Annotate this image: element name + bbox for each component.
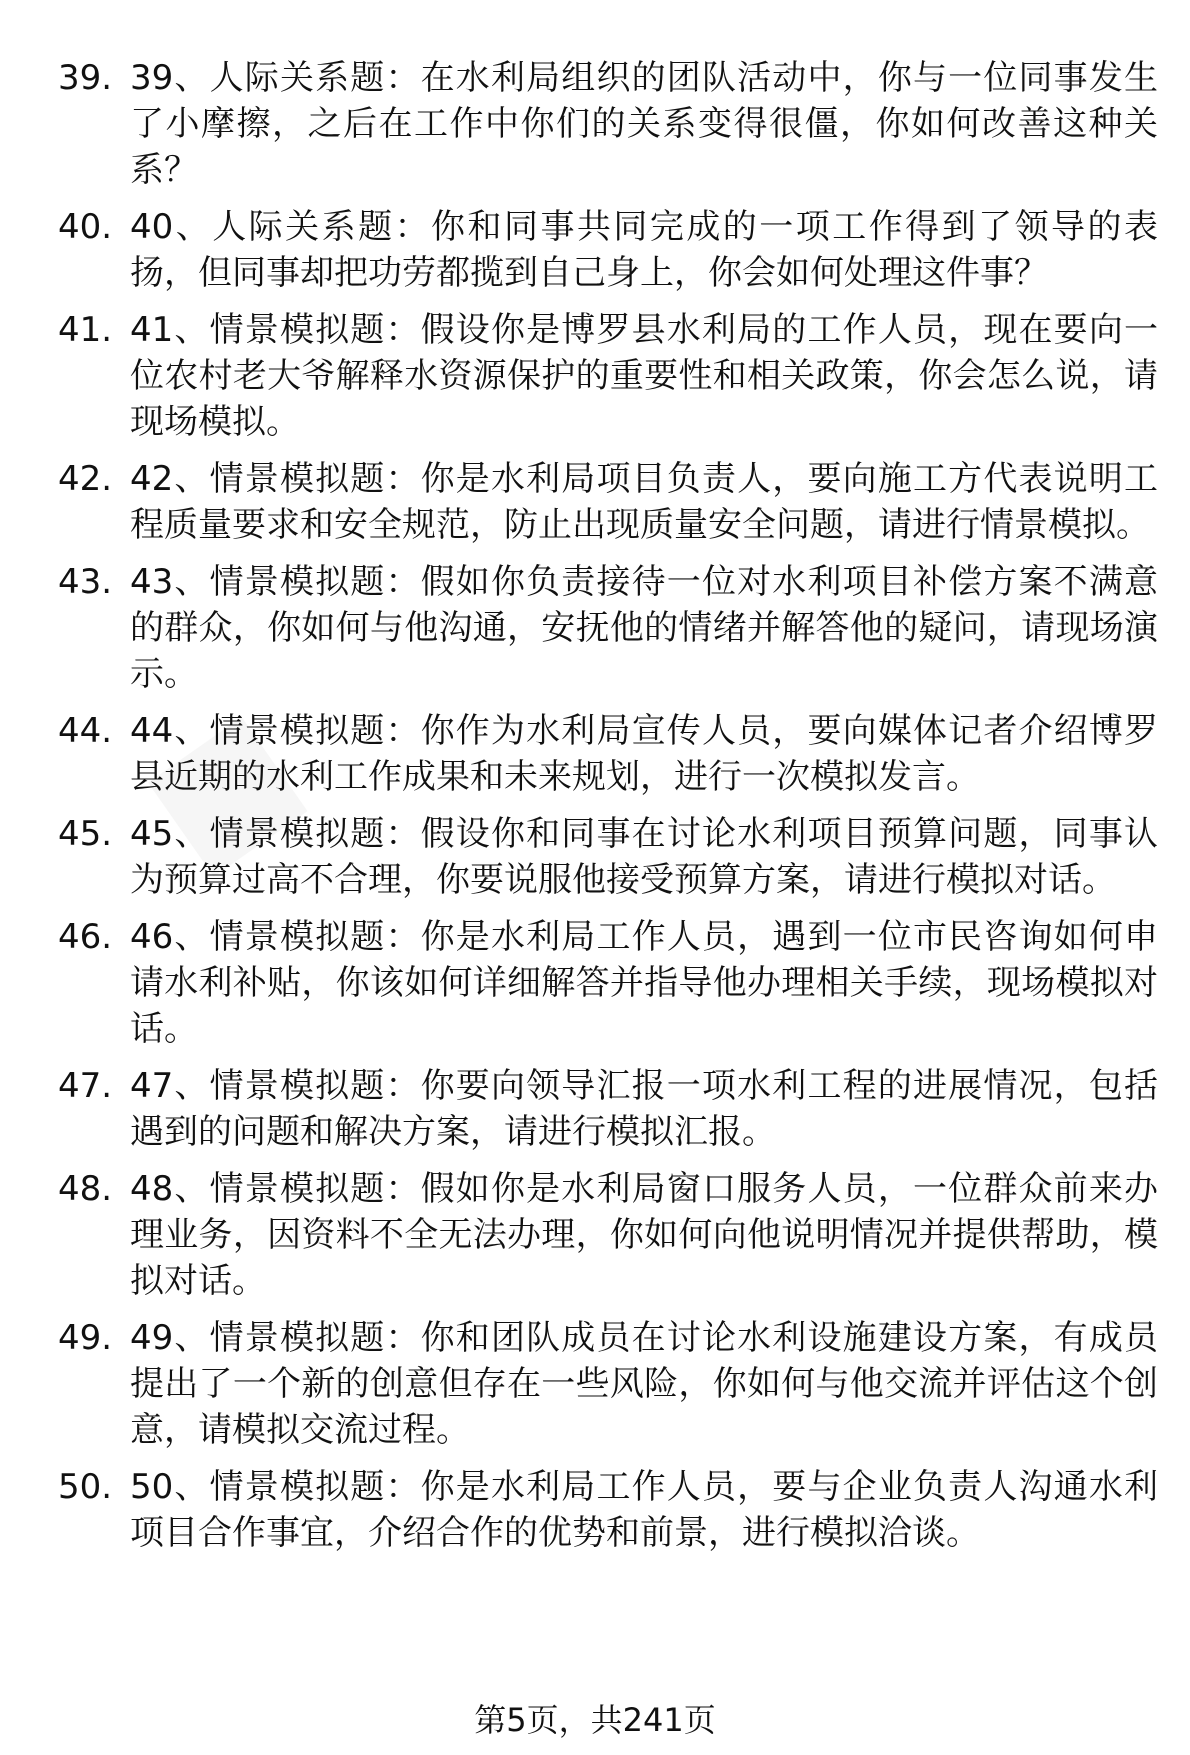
item-text: 47、情景模拟题：你要向领导汇报一项水利工程的进展情况，包括遇到的问题和解决方案，请进行模拟汇报。 (130, 1066, 1158, 1152)
item-text: 49、情景模拟题：你和团队成员在讨论水利设施建设方案，有成员提出了一个新的创意但存在一些风险，你如何与他交流并评估这个创意，请模拟交流过程。 (130, 1318, 1158, 1450)
list-item (58, 559, 1158, 697)
item-text: 44、情景模拟题：你作为水利局宣传人员，要向媒体记者介绍博罗县近期的水利工作成果和未来规划，进行一次模拟发言。 (130, 711, 1158, 797)
list-item (58, 708, 1158, 800)
list-item (58, 456, 1158, 548)
list-item (58, 1315, 1158, 1453)
item-number: 50. (58, 1467, 113, 1507)
item-number: 44. (58, 711, 113, 751)
item-number: 46. (58, 917, 113, 957)
item-text: 45、情景模拟题：假设你和同事在讨论水利项目预算问题，同事认为预算过高不合理，你要说服他接受预算方案，请进行模拟对话。 (130, 814, 1158, 900)
item-text: 43、情景模拟题：假如你负责接待一位对水利项目补偿方案不满意的群众，你如何与他沟通，安抚他的情绪并解答他的疑问，请现场演示。 (130, 562, 1158, 694)
item-number: 48. (58, 1169, 113, 1209)
item-number: 40. (58, 207, 113, 247)
item-number: 49. (58, 1318, 113, 1358)
item-text: 41、情景模拟题：假设你是博罗县水利局的工作人员，现在要向一位农村老大爷解释水资源保护的重要性和相关政策，你会怎么说，请现场模拟。 (130, 310, 1158, 442)
list-item (58, 1063, 1158, 1155)
list-item (58, 55, 1158, 193)
item-text: 48、情景模拟题：假如你是水利局窗口服务人员，一位群众前来办理业务，因资料不全无法办理，你如何向他说明情况并提供帮助，模拟对话。 (130, 1169, 1158, 1301)
list-item (58, 914, 1158, 1052)
item-text: 50、情景模拟题：你是水利局工作人员，要与企业负责人沟通水利项目合作事宜，介绍合作的优势和前景，进行模拟洽谈。 (130, 1467, 1158, 1553)
item-number: 47. (58, 1066, 113, 1106)
page-footer: 第5页，共241页 (474, 1701, 716, 1739)
item-number: 42. (58, 459, 113, 499)
item-text: 40、人际关系题：你和同事共同完成的一项工作得到了领导的表扬，但同事却把功劳都揽到自己身上，你会如何处理这件事？ (130, 207, 1158, 293)
item-number: 43. (58, 562, 113, 602)
item-number: 45. (58, 814, 113, 854)
question-list (58, 55, 1158, 1567)
item-text: 39、人际关系题：在水利局组织的团队活动中，你与一位同事发生了小摩擦，之后在工作中你们的关系变得很僵，你如何改善这种关系？ (130, 58, 1158, 190)
item-text: 46、情景模拟题：你是水利局工作人员，遇到一位市民咨询如何申请水利补贴，你该如何详细解答并指导他办理相关手续，现场模拟对话。 (130, 917, 1158, 1049)
item-number: 39. (58, 58, 113, 98)
list-item (58, 1464, 1158, 1556)
item-number: 41. (58, 310, 113, 350)
list-item (58, 1166, 1158, 1304)
list-item (58, 811, 1158, 903)
item-text: 42、情景模拟题：你是水利局项目负责人，要向施工方代表说明工程质量要求和安全规范，防止出现质量安全问题，请进行情景模拟。 (130, 459, 1158, 545)
list-item (58, 307, 1158, 445)
list-item (58, 204, 1158, 296)
